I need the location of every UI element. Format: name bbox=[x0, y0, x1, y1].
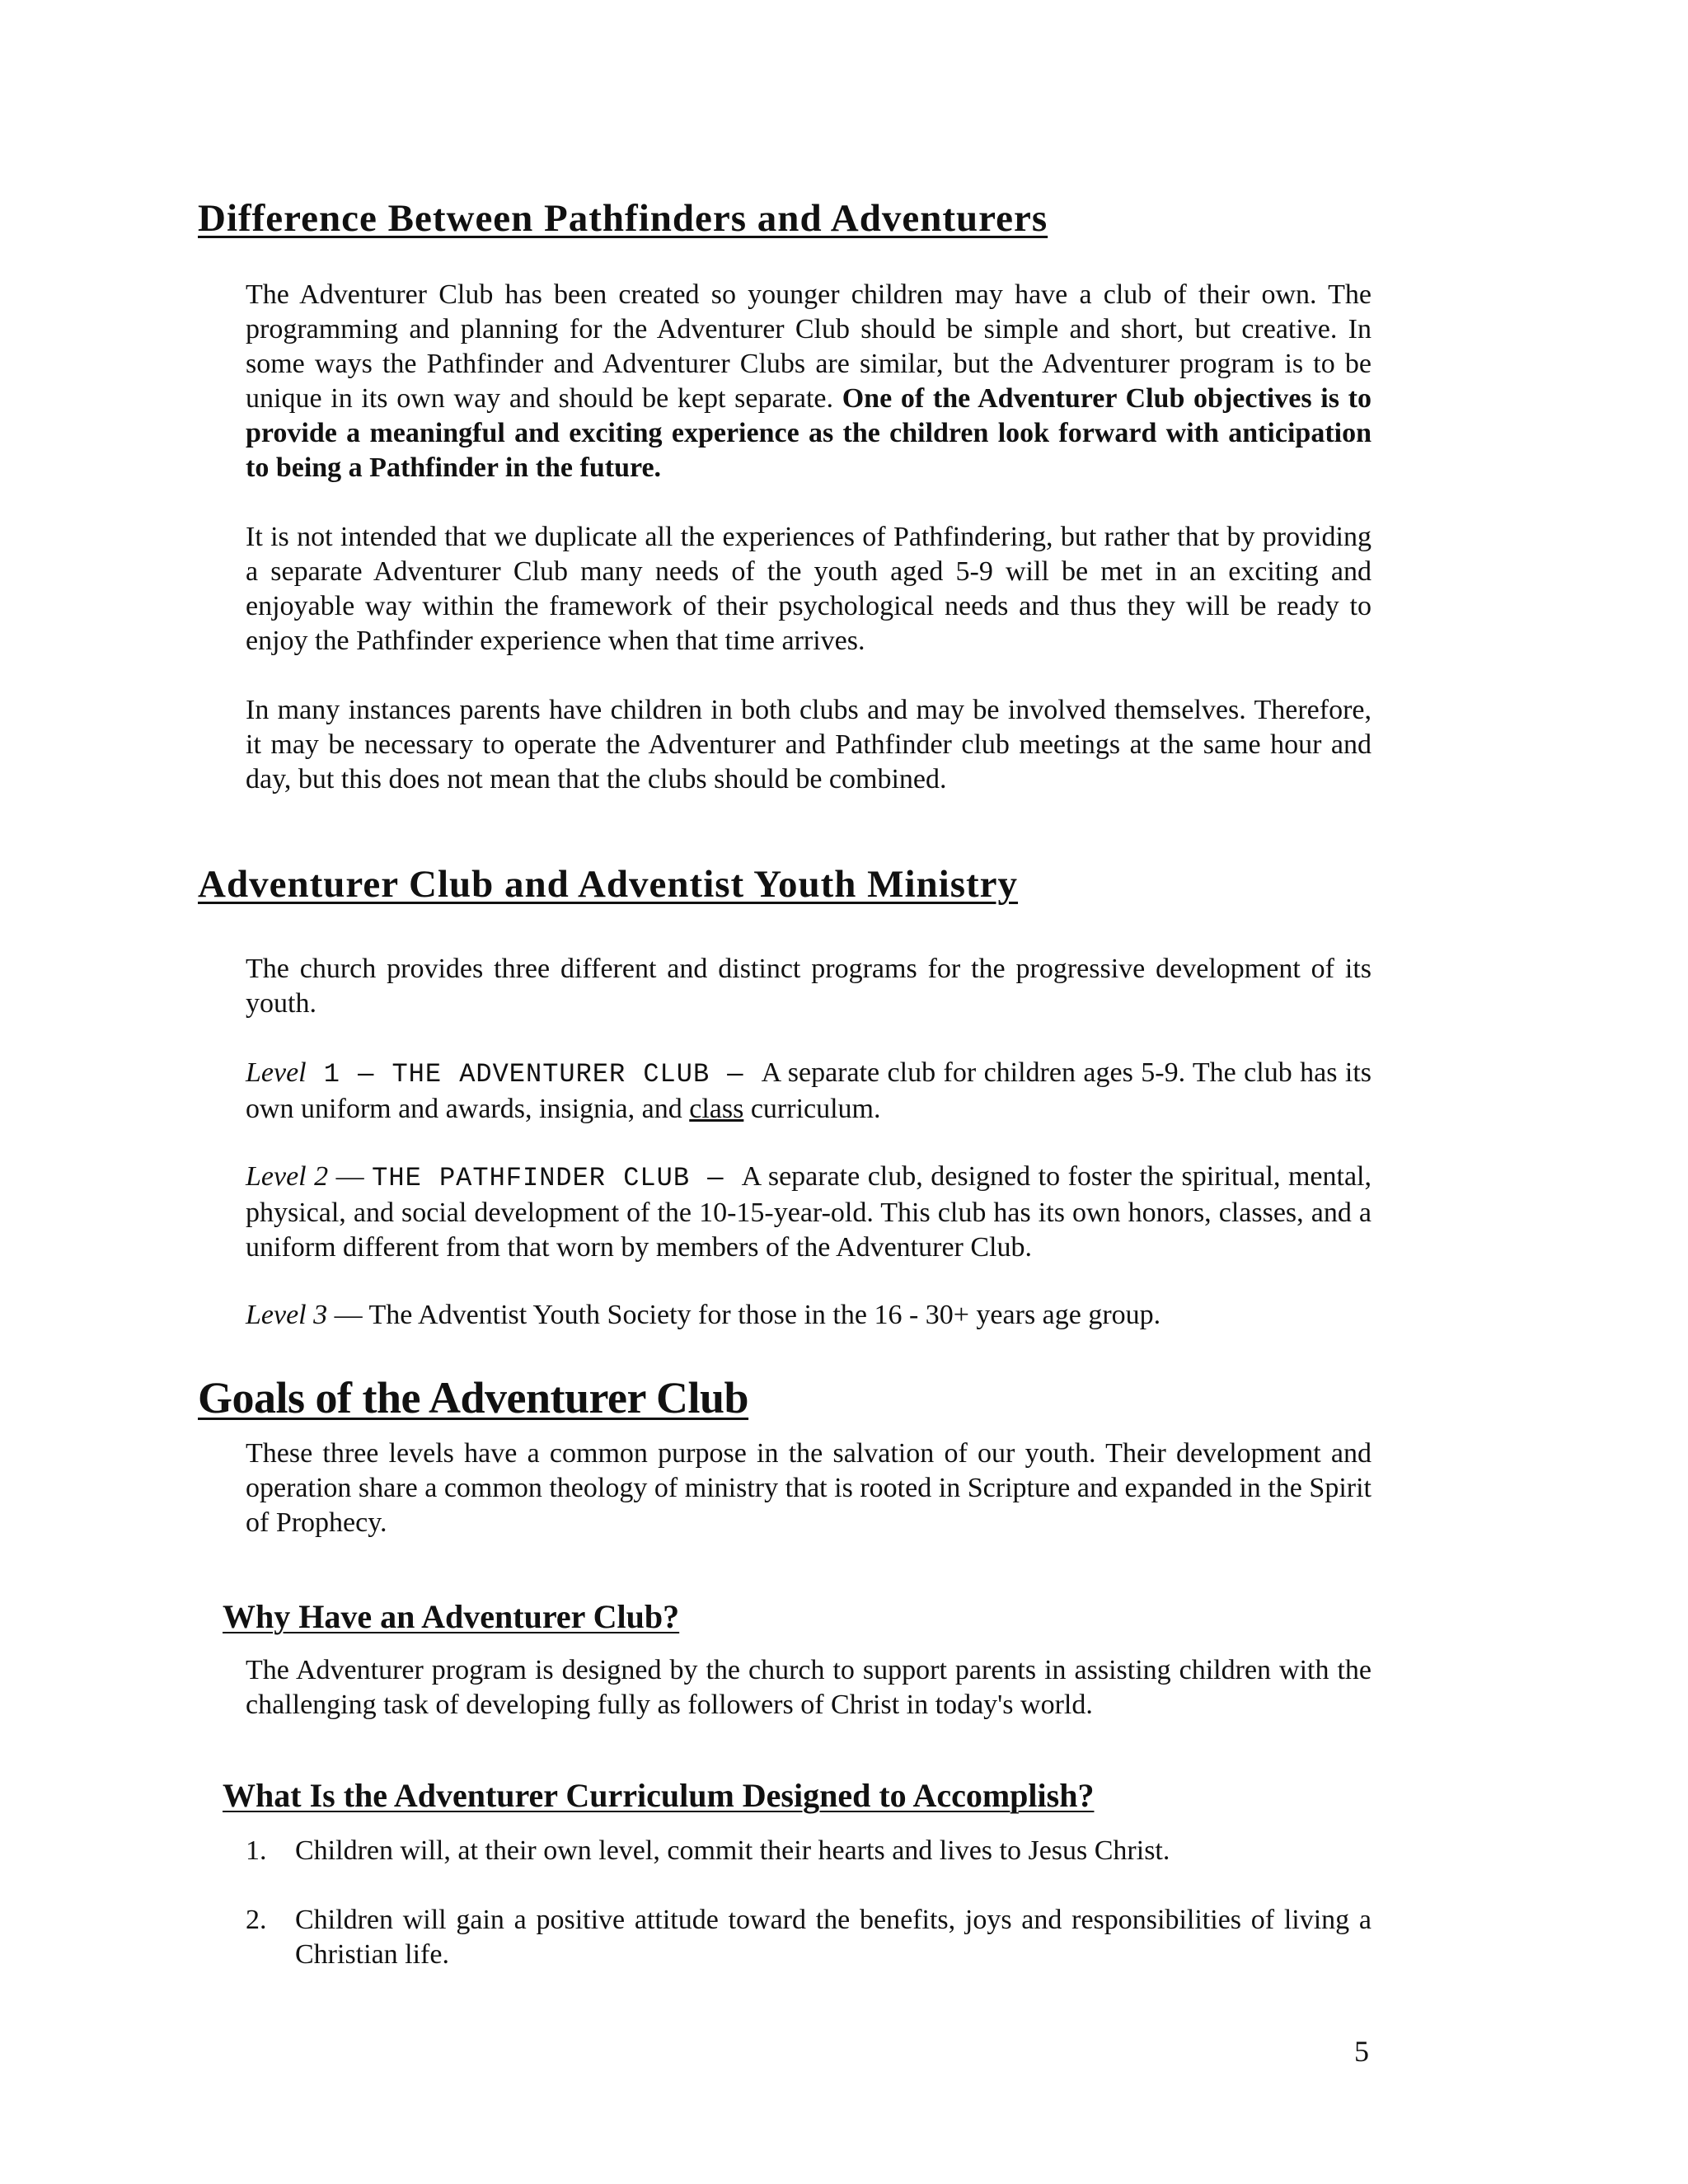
paragraph-level-3 bbox=[246, 1298, 1372, 1333]
paragraph-bold-objective: One of the Adventurer Club objectives is to provide a meaningful and exciting experience as the children look forward with anticipation to being a Pathfinder in the future. bbox=[246, 383, 1372, 483]
level-2-label: Level 2 bbox=[246, 1161, 329, 1192]
level-1-dash-2: — bbox=[710, 1059, 762, 1090]
paragraph-level-1 bbox=[246, 1056, 1372, 1127]
level-3-label: Level 3 bbox=[246, 1300, 328, 1330]
paragraph-three-programs: The church provides three different and distinct programs for the progressive development of its youth. bbox=[246, 954, 1372, 1019]
list-item bbox=[246, 1834, 1372, 1868]
level-2-dash-2: — bbox=[690, 1163, 742, 1193]
level-1-text: A separate club for children ages 5-9. The club has its own uniform and awards, insignia, and bbox=[246, 1057, 1372, 1124]
level-2-text: A separate club, designed to foster the spiritual, mental, physical, and social development of the 10-15-year-old. This club has its own honors, classes, and a uniform different from that worn by members of the Adventurer Club. bbox=[246, 1161, 1372, 1263]
level-1-underlined-class: class bbox=[689, 1094, 744, 1124]
subheading-why-have-club: Why Have an Adventurer Club? bbox=[223, 1598, 680, 1635]
list-item bbox=[246, 1903, 1372, 1972]
level-1-dash: — bbox=[340, 1059, 392, 1090]
list-item-number: 1. bbox=[246, 1835, 267, 1866]
paragraph-not-duplicate: It is not intended that we duplicate all the experiences of Pathfindering, but rather that by providing a separate Adventurer Club many needs of the youth aged 5-9 will be met in an exciting and enjoyable way within the framework of their psychological needs and thus they will be ready to enjoy the Pathfinder experience when that time arrives. bbox=[246, 522, 1372, 656]
list-item-number: 2. bbox=[246, 1905, 267, 1935]
page-number: 5 bbox=[1354, 2035, 1369, 2068]
list-item-text: Children will, at their own level, commit their hearts and lives to Jesus Christ. bbox=[295, 1835, 1170, 1866]
level-2-dash: — bbox=[328, 1161, 373, 1192]
level-1-number: 1 bbox=[306, 1059, 340, 1090]
paragraph-why-have-club: The Adventurer program is designed by the church to support parents in assisting children with the challenging task of developing fully as followers of Christ in today's world. bbox=[246, 1655, 1372, 1720]
section-heading-youth-ministry: Adventurer Club and Adventist Youth Ministry bbox=[198, 863, 1019, 906]
list-item-text: Children will gain a positive attitude toward the benefits, joys and responsibilities of living a Christian life. bbox=[295, 1905, 1372, 1970]
paragraph-level-2 bbox=[246, 1160, 1372, 1265]
section-heading-goals: Goals of the Adventurer Club bbox=[198, 1373, 749, 1422]
subheading-curriculum: What Is the Adventurer Curriculum Designed to Accomplish? bbox=[223, 1777, 1095, 1814]
level-1-label: Level bbox=[246, 1057, 307, 1088]
level-1-club-name: THE ADVENTURER CLUB bbox=[392, 1059, 710, 1090]
level-1-text-end: curriculum. bbox=[743, 1094, 881, 1124]
level-2-club-name: THE PATHFINDER CLUB bbox=[372, 1163, 691, 1193]
section-heading-difference: Difference Between Pathfinders and Adventurers bbox=[198, 197, 1048, 240]
paragraph-parents-both-clubs: In many instances parents have children in both clubs and may be involved themselves. Therefore, it may be necessary to operate the Adventurer and Pathfinder club meetings at the same hour and day, but this does not mean that the clubs should be combined. bbox=[246, 695, 1372, 794]
level-3-text: — The Adventist Youth Society for those in the 16 - 30+ years age group. bbox=[327, 1300, 1161, 1330]
paragraph-text: The Adventurer Club has been created so younger children may have a club of their own. The programming and planning for the Adventurer Club should be simple and short, but creative. In some ways the Pathfinder and Adventurer Clubs are similar, but the Adventurer program is to be unique in its own way and should be kept separate. bbox=[246, 279, 1372, 414]
paragraph-adventurer-club-intro bbox=[246, 278, 1372, 485]
paragraph-common-purpose: These three levels have a common purpose in the salvation of our youth. Their development and operation share a common theology of ministry that is rooted in Scripture and expanded in the Spirit of Prophecy. bbox=[246, 1438, 1372, 1538]
